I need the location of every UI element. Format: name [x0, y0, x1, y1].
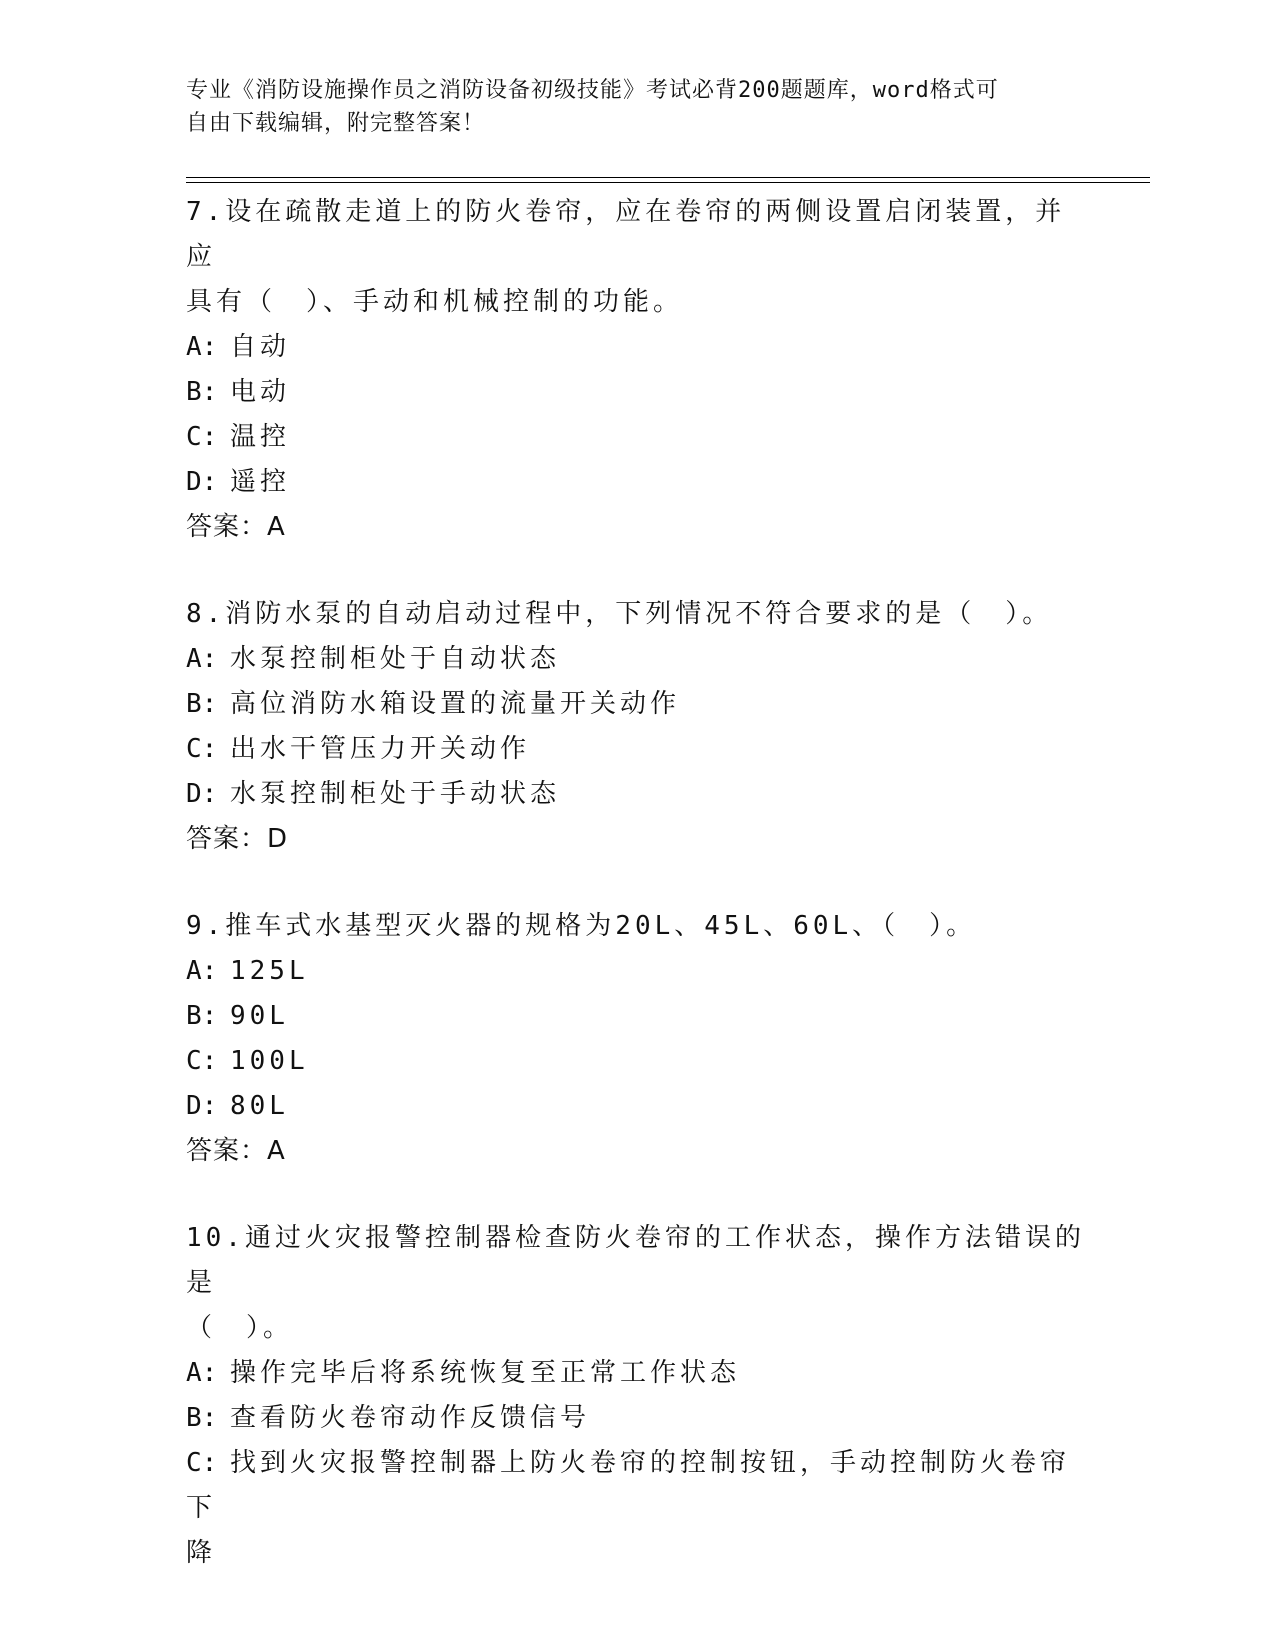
answer-value: A — [267, 1136, 285, 1166]
option-text: 电动 — [230, 377, 291, 407]
option-label: C: — [186, 1046, 218, 1076]
header-divider-bottom — [186, 182, 1150, 183]
option-text: 80L — [230, 1091, 289, 1121]
question-9-answer — [186, 1129, 1086, 1174]
option-label: C: — [186, 1448, 218, 1478]
option-label: A: — [186, 956, 218, 986]
option-text: 查看防火卷帘动作反馈信号 — [230, 1403, 591, 1433]
option-text: 自动 — [230, 332, 291, 362]
question-9-text-line-1: 9.推车式水基型灭火器的规格为20L、45L、60L、（ ）。 — [186, 911, 977, 941]
question-9 — [186, 904, 1086, 1174]
question-7-text-line-1: 7.设在疏散走道上的防火卷帘，应在卷帘的两侧设置启闭装置，并应 — [186, 197, 1066, 272]
option-label: C: — [186, 734, 218, 764]
question-7-option-b — [186, 370, 1086, 415]
question-9-option-c — [186, 1039, 1086, 1084]
question-10-option-a — [186, 1351, 1086, 1396]
option-label: A: — [186, 644, 218, 674]
option-text: 找到火灾报警控制器上防火卷帘的控制按钮，手动控制防火卷帘下 — [186, 1448, 1071, 1523]
option-text: 90L — [230, 1001, 289, 1031]
question-8-option-a — [186, 637, 1086, 682]
option-label: D: — [186, 779, 218, 809]
question-9-option-d — [186, 1084, 1086, 1129]
question-9-option-a — [186, 949, 1086, 994]
option-text: 水泵控制柜处于自动状态 — [230, 644, 561, 674]
question-10-option-b — [186, 1396, 1086, 1441]
option-text: 遥控 — [230, 467, 291, 497]
question-7 — [186, 190, 1086, 550]
option-label: A: — [186, 332, 218, 362]
question-7-option-a — [186, 325, 1086, 370]
question-10-text-line-1: 10.通过火灾报警控制器检查防火卷帘的工作状态，操作方法错误的是 — [186, 1223, 1085, 1298]
option-text: 高位消防水箱设置的流量开关动作 — [230, 689, 681, 719]
option-label: B: — [186, 689, 218, 719]
option-text: 水泵控制柜处于手动状态 — [230, 779, 561, 809]
option-text: 出水干管压力开关动作 — [230, 734, 531, 764]
question-9-option-b — [186, 994, 1086, 1039]
question-8-option-d — [186, 772, 1086, 817]
question-8-option-b — [186, 682, 1086, 727]
document-header — [186, 74, 1066, 140]
option-label: A: — [186, 1358, 218, 1388]
option-label: B: — [186, 377, 218, 407]
answer-label: 答案： — [186, 512, 268, 542]
answer-value: D — [267, 824, 288, 854]
question-list — [186, 190, 1086, 1618]
question-7-answer — [186, 505, 1086, 550]
answer-label: 答案： — [186, 1136, 268, 1166]
question-10-text-line-2: （ ）。 — [186, 1313, 294, 1343]
option-text: 降 — [186, 1538, 217, 1568]
option-label: D: — [186, 467, 218, 497]
question-8-text-line-1: 8.消防水泵的自动启动过程中，下列情况不符合要求的是（ ）。 — [186, 599, 1053, 629]
option-text: 操作完毕后将系统恢复至正常工作状态 — [230, 1358, 741, 1388]
option-label: B: — [186, 1403, 218, 1433]
question-10-option-c-continued — [186, 1531, 1086, 1576]
question-8-option-c — [186, 727, 1086, 772]
question-10-option-c — [186, 1441, 1086, 1531]
answer-label: 答案： — [186, 824, 268, 854]
option-label: D: — [186, 1091, 218, 1121]
option-label: B: — [186, 1001, 218, 1031]
option-label: C: — [186, 422, 218, 452]
question-8-answer — [186, 817, 1086, 862]
answer-value: A — [267, 512, 285, 542]
question-7-option-d — [186, 460, 1086, 505]
header-divider-top — [186, 177, 1150, 178]
header-line-2: 自由下载编辑，附完整答案！ — [186, 111, 486, 136]
option-text: 100L — [230, 1046, 309, 1076]
question-8 — [186, 592, 1086, 862]
question-7-text-line-2: 具有（ ）、手动和机械控制的功能。 — [186, 287, 684, 317]
option-text: 125L — [230, 956, 309, 986]
option-text: 温控 — [230, 422, 291, 452]
header-line-1: 专业《消防设施操作员之消防设备初级技能》考试必背200题题库，word格式可 — [186, 78, 999, 103]
question-10 — [186, 1216, 1086, 1576]
question-7-option-c — [186, 415, 1086, 460]
